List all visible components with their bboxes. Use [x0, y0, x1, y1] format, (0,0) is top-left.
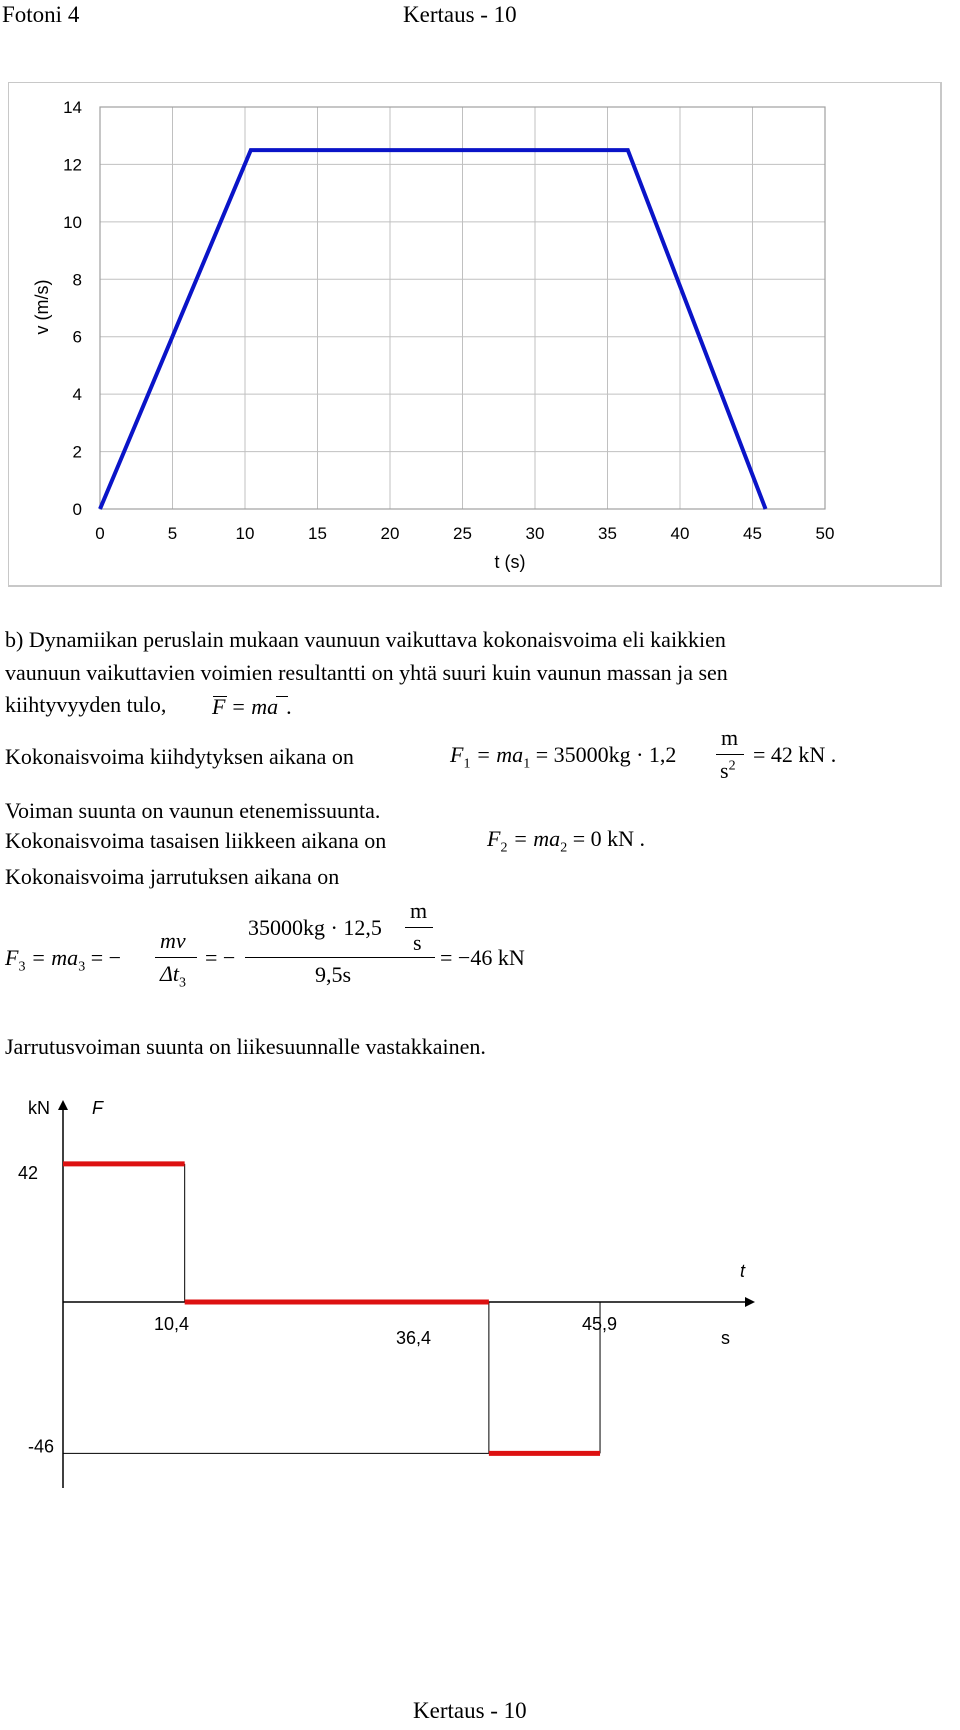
equation-newton-end: .	[286, 694, 292, 719]
braking-force-label: Kokonaisvoima jarrutuksen aikana on	[5, 864, 340, 889]
x-tick-label: 50	[815, 524, 835, 543]
eq1-fraction-bar	[716, 754, 744, 755]
y-tick-negative: -46	[28, 1436, 55, 1457]
time-tick-2: 36,4	[396, 1328, 432, 1348]
eq1-result: = 42 kN .	[753, 742, 837, 767]
header-right: Kertaus - 10	[403, 2, 517, 27]
eq3-frac1-num: mv	[160, 928, 186, 953]
eq3-frac2-bar	[245, 957, 435, 958]
vector-bar-a	[276, 696, 288, 697]
footer-center: Kertaus - 10	[413, 1698, 527, 1723]
equation-newton-text: F = ma	[212, 694, 279, 719]
paragraph-line-3-text: kiihtyvyyden tulo,	[5, 692, 167, 717]
x-tick-label: 5	[167, 524, 178, 543]
eq1-unit-den	[720, 758, 736, 784]
equation-newton	[212, 694, 292, 720]
y-symbol-label: F	[92, 1098, 103, 1118]
y-tick-label: 6	[72, 327, 82, 347]
eq1-sub: 1	[463, 756, 471, 772]
eq3-result: = −46 kN	[440, 945, 525, 970]
x-tick-label: 45	[743, 524, 762, 543]
eq2-result: = 0 kN .	[572, 826, 645, 851]
equation-accel-force	[450, 742, 676, 772]
y-tick-positive: 42	[18, 1162, 39, 1183]
eq2-ma: = ma	[512, 826, 561, 851]
eq2-sub2: 2	[560, 840, 568, 856]
eq1-F: F	[450, 742, 464, 767]
time-tick-3: 45,9	[582, 1314, 618, 1334]
eq3-F: F	[5, 945, 19, 970]
y-tick-label: 4	[72, 385, 82, 405]
eq2-F: F	[487, 826, 501, 851]
velocity-time-chart	[8, 82, 943, 588]
eq1-sub2: 1	[523, 756, 531, 772]
paragraph-line-1: b) Dynamiikan peruslain mukaan vaunuun vaikuttava kokonaisvoima eli kaikkien	[5, 627, 726, 652]
x-tick-label: 30	[525, 524, 545, 543]
accel-force-label: Kokonaisvoima kiihdytyksen aikana on	[5, 744, 354, 769]
braking-direction-text: Jarrutusvoiman suunta on liikesuunnalle vastakkainen.	[5, 1034, 486, 1059]
eq3-frac2-unit-den: s	[413, 930, 422, 955]
x-tick-label: 25	[453, 524, 472, 543]
x-tick-label: 35	[598, 524, 617, 543]
x-tick-label: 0	[95, 524, 105, 543]
y-tick-label: 0	[72, 500, 82, 519]
eq1-unit-den-s: s	[720, 758, 729, 783]
eq3-frac2-den: 9,5s	[315, 962, 352, 987]
vector-bar-F	[213, 696, 227, 697]
eq3-frac1-bar	[155, 957, 197, 958]
eq3-frac2-num: 35000kg · 12,5	[248, 915, 382, 940]
paragraph-line-3	[5, 690, 166, 720]
eq3-frac2-unit-bar	[405, 927, 433, 928]
eq3-frac1-den	[160, 961, 186, 991]
force-direction-text: Voiman suunta on vaunun etenemissuunta.	[5, 798, 381, 823]
x-tick-label: 40	[670, 524, 690, 543]
y-unit-label: kN	[28, 1098, 50, 1118]
y-tick-label: 12	[63, 155, 82, 175]
eq3-frac1-den-sub: 3	[179, 975, 187, 991]
force-time-chart	[0, 1090, 960, 1510]
eq3-sub: 3	[18, 959, 26, 975]
x-axis-label: t (s)	[494, 552, 526, 572]
time-tick-1: 10,4	[154, 1314, 190, 1334]
eq1-value: = 35000kg · 1,2	[535, 742, 677, 767]
eq2-sub: 2	[500, 840, 508, 856]
y-tick-label: 10	[63, 212, 82, 232]
x-unit-label: s	[721, 1328, 730, 1348]
eq3-eq3: = −	[205, 945, 236, 970]
eq3-eq2: = −	[90, 945, 122, 970]
eq3-sub2: 3	[78, 959, 86, 975]
header-left: Fotoni 4	[2, 2, 80, 27]
eq1-unit-num: m	[721, 725, 739, 750]
x-symbol-label: t	[740, 1261, 746, 1281]
y-tick-label: 14	[63, 98, 82, 117]
eq3-ma: = ma	[30, 945, 79, 970]
eq3-frac2-unit-num: m	[410, 898, 428, 923]
eq1-ma: = ma	[475, 742, 524, 767]
uniform-force-label: Kokonaisvoima tasaisen liikkeen aikana on	[5, 828, 387, 853]
eq1-unit-den-exp: 2	[728, 758, 736, 774]
eq3-left	[5, 945, 121, 975]
y-tick-label: 8	[72, 270, 82, 290]
y-axis-label: v (m/s)	[32, 279, 52, 335]
x-tick-label: 15	[308, 524, 327, 543]
y-tick-label: 2	[72, 442, 82, 462]
x-tick-label: 10	[235, 524, 255, 543]
x-tick-label: 20	[380, 524, 400, 543]
eq3-frac1-den-dt: Δt	[160, 961, 180, 986]
equation-uniform-force	[487, 826, 645, 856]
paragraph-line-2: vaunuun vaikuttavien voimien resultantti on yhtä suuri kuin vaunun massan ja sen	[5, 660, 728, 685]
